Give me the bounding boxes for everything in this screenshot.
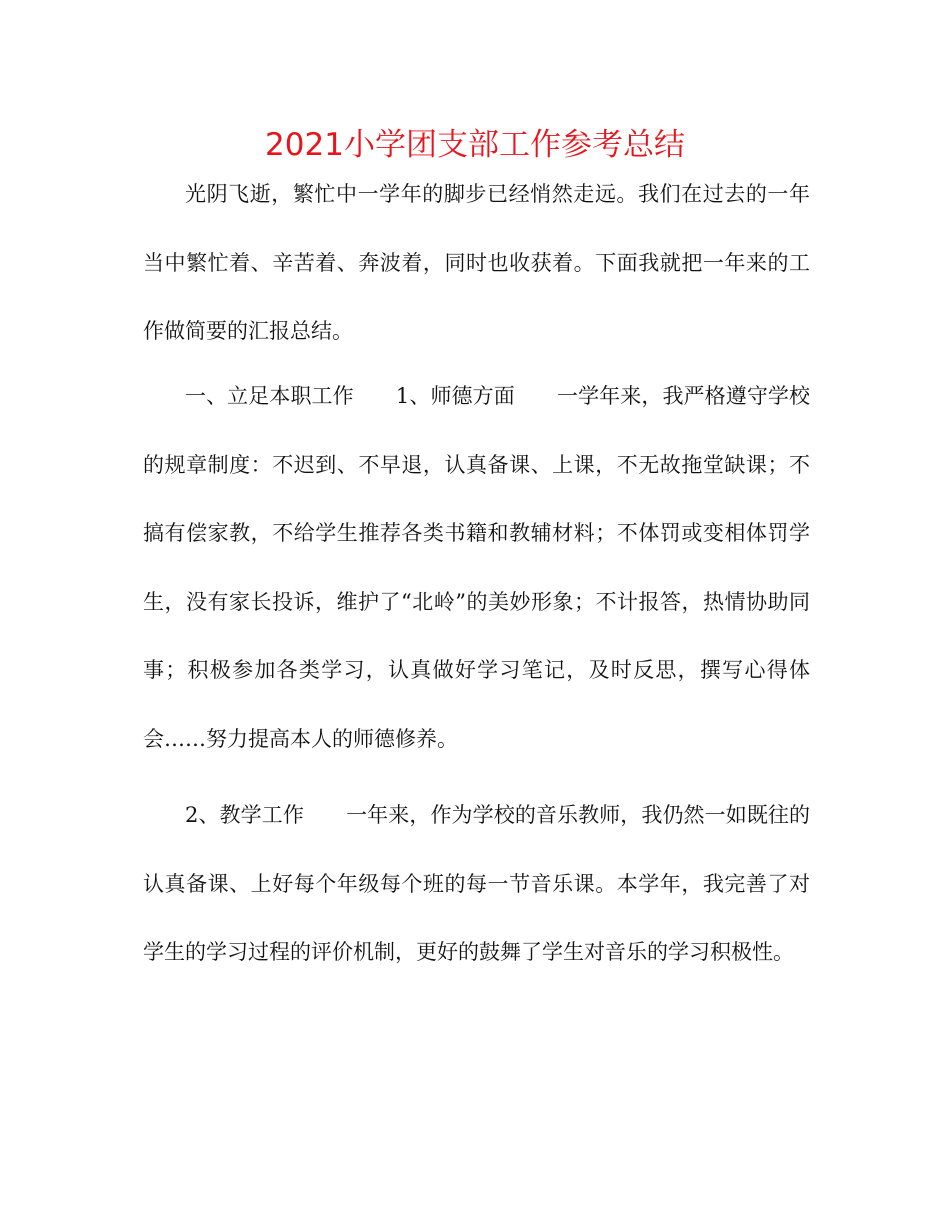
document-title: 2021小学团支部工作参考总结 <box>265 127 685 163</box>
paragraph-text: 2、教学工作 一年来，作为学校的音乐教师，我仍然一如既往的认真备课、上好每个年级每个班的每一节音乐课。本学年，我完善了对学生的学习过程的评价机制，更好的鼓舞了学生对音乐的学习积极性。 <box>143 803 810 964</box>
paragraph-teaching <box>143 781 810 987</box>
paragraph-intro <box>143 160 810 366</box>
paragraph-text: 一、立足本职工作 1、师德方面 一学年来，我严格遵守学校的规章制度：不迟到、不早退，认真备课、上课，不无故拖堂缺课；不搞有偿家教，不给学生推荐各类书籍和教辅材料；不体罚或变相体罚学生，没有家长投诉，维护了“北岭”的美妙形象；不计报答，热情协助同事；积极参加各类学习，认真做好学习笔记，及时反思，撰写心得体会……努力提高本人的师德修养。 <box>143 384 810 751</box>
paragraph-text: 光阴飞逝，繁忙中一学年的脚步已经悄然走远。我们在过去的一年当中繁忙着、辛苦着、奔波着，同时也收获着。下面我就把一年来的工作做简要的汇报总结。 <box>143 182 810 343</box>
paragraph-ethics <box>143 362 810 773</box>
